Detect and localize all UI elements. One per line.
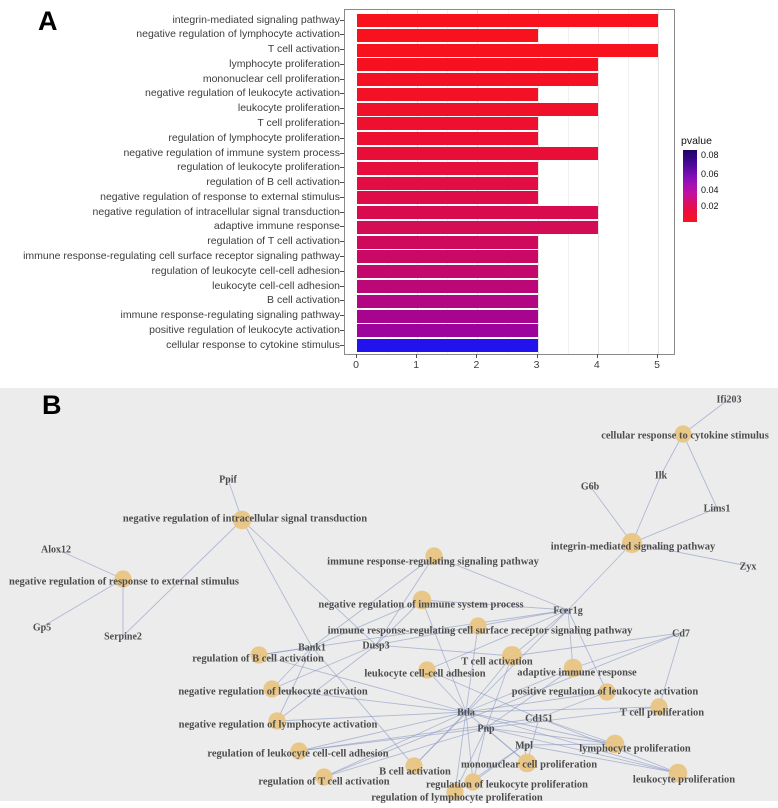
x-tick xyxy=(657,354,658,358)
x-tick-label: 1 xyxy=(413,359,420,371)
x-tick xyxy=(356,354,357,358)
y-tick xyxy=(340,49,344,50)
gene-node-label: Cd7 xyxy=(672,628,690,640)
x-tick-label: 3 xyxy=(533,359,540,371)
x-tick-label: 4 xyxy=(593,359,600,371)
gene-node-label: Fcer1g xyxy=(553,605,583,617)
pathway-node-label: regulation of B cell activation xyxy=(192,653,324,665)
gridline xyxy=(598,10,599,354)
x-tick xyxy=(416,354,417,358)
y-tick xyxy=(340,64,344,65)
pathway-node-label: negative regulation of intracellular signal transduction xyxy=(122,513,368,525)
bar-19 xyxy=(357,295,538,308)
bar-6 xyxy=(357,103,598,116)
bar-20 xyxy=(357,310,538,323)
bar-3 xyxy=(357,58,598,71)
pathway-node-label: lymphocyte proliferation xyxy=(579,743,691,755)
pathway-node-label: immune response-regulating signaling pathway xyxy=(327,556,539,568)
legend-tick-label: 0.08 xyxy=(701,149,719,160)
bar-10 xyxy=(357,162,538,175)
category-label: leukocyte proliferation xyxy=(237,102,340,115)
bar-7 xyxy=(357,117,538,130)
bar-0 xyxy=(357,14,658,27)
category-label: regulation of leukocyte proliferation xyxy=(177,161,340,174)
pathway-node-label: negative regulation of response to external stimulus xyxy=(8,576,240,588)
network-edge xyxy=(568,610,607,692)
x-tick-label: 5 xyxy=(654,359,660,371)
gene-node-label: Mpl xyxy=(515,740,533,752)
pathway-node-label: regulation of lymphocyte proliferation xyxy=(371,792,543,804)
gene-node-label: Dusp3 xyxy=(362,640,390,652)
pathway-node-label: cellular response to cytokine stimulus xyxy=(601,430,769,442)
pathway-node-label: regulation of T cell activation xyxy=(258,776,390,788)
network-edge xyxy=(568,543,632,610)
y-tick xyxy=(340,182,344,183)
bar-1 xyxy=(357,29,538,42)
network-edge xyxy=(242,520,312,647)
gene-pathway-network xyxy=(0,388,778,808)
pvalue-legend-gradient xyxy=(683,150,697,222)
pathway-node-label: integrin-mediated signaling pathway xyxy=(550,541,716,553)
category-label: immune response-regulating cell surface receptor signaling pathway xyxy=(23,249,340,262)
network-edge xyxy=(573,633,681,668)
bar-14 xyxy=(357,221,598,234)
y-tick xyxy=(340,256,344,257)
y-tick xyxy=(340,226,344,227)
pathway-node-label: adaptive immune response xyxy=(517,667,637,679)
y-tick xyxy=(340,345,344,346)
category-label: T cell proliferation xyxy=(257,116,340,129)
category-label: negative regulation of intracellular signal transduction xyxy=(92,205,340,218)
gene-node-label: Cd151 xyxy=(525,713,553,725)
bar-2 xyxy=(357,44,658,57)
y-tick xyxy=(340,167,344,168)
pathway-node-label: immune response-regulating cell surface receptor signaling pathway xyxy=(327,625,633,637)
bar-11 xyxy=(357,177,538,190)
category-label: positive regulation of leukocyte activation xyxy=(149,323,340,336)
category-label: negative regulation of lymphocyte activation xyxy=(136,28,340,41)
bar-15 xyxy=(357,236,538,249)
legend-tick-label: 0.04 xyxy=(701,185,719,196)
pathway-node-label: positive regulation of leukocyte activation xyxy=(511,686,699,698)
y-tick xyxy=(340,108,344,109)
category-label: cellular response to cytokine stimulus xyxy=(166,338,340,351)
category-label: adaptive immune response xyxy=(213,220,340,233)
bar-21 xyxy=(357,324,538,337)
gene-node-label: Bank1 xyxy=(298,642,326,654)
y-tick xyxy=(340,123,344,124)
category-label: lymphocyte proliferation xyxy=(229,57,340,70)
x-tick xyxy=(537,354,538,358)
y-tick xyxy=(340,300,344,301)
gene-node-label: Btla xyxy=(457,707,475,719)
legend-tick-label: 0.02 xyxy=(701,201,719,212)
bar-18 xyxy=(357,280,538,293)
panel-b-letter: B xyxy=(42,390,62,420)
gene-node-label: Ilk xyxy=(654,470,668,482)
gene-node-label: Ppif xyxy=(219,474,237,486)
category-label: negative regulation of immune system process xyxy=(123,146,340,159)
y-tick xyxy=(340,212,344,213)
panel-a-letter: A xyxy=(38,6,58,36)
pathway-node-label: mononuclear cell proliferation xyxy=(460,759,598,771)
pathway-node-label: leukocyte cell-cell adhesion xyxy=(364,668,486,680)
network-edge xyxy=(683,434,717,508)
y-tick xyxy=(340,271,344,272)
pathway-node-label: regulation of leukocyte cell-cell adhesion xyxy=(207,748,389,760)
category-label: regulation of B cell activation xyxy=(206,176,340,189)
x-tick-label: 2 xyxy=(473,359,480,371)
bar-12 xyxy=(357,191,538,204)
gridline xyxy=(628,10,629,354)
y-tick xyxy=(340,197,344,198)
pathway-node-label: T cell activation xyxy=(461,656,533,668)
pathway-node-label: leukocyte proliferation xyxy=(632,774,736,786)
y-tick xyxy=(340,330,344,331)
category-label: integrin-mediated signaling pathway xyxy=(172,13,340,26)
gene-node-label: G6b xyxy=(580,481,600,493)
pathway-node-label: B cell activation xyxy=(379,766,451,778)
gene-node-label: Zyx xyxy=(739,561,757,573)
y-tick xyxy=(340,286,344,287)
bar-13 xyxy=(357,206,598,219)
y-tick xyxy=(340,34,344,35)
pathway-node-label: negative regulation of lymphocyte activation xyxy=(178,719,378,731)
x-tick-label: 0 xyxy=(353,359,359,371)
network-edge xyxy=(466,712,473,782)
gene-node-label: Serpine2 xyxy=(104,631,142,643)
category-label: B cell activation xyxy=(267,294,340,307)
category-label: negative regulation of leukocyte activation xyxy=(145,87,340,100)
network-edge xyxy=(376,645,512,656)
bar-9 xyxy=(357,147,598,160)
gridline xyxy=(658,10,659,354)
category-label: regulation of lymphocyte proliferation xyxy=(168,131,340,144)
gene-node-label: Gp5 xyxy=(32,622,52,634)
y-tick xyxy=(340,138,344,139)
bar-17 xyxy=(357,265,538,278)
gene-node-label: Alox12 xyxy=(41,544,71,556)
network-edge xyxy=(590,486,632,543)
category-label: immune response-regulating signaling pathway xyxy=(120,309,340,322)
y-tick xyxy=(340,241,344,242)
gene-node-label: Ifi203 xyxy=(716,394,742,406)
pathway-node-label: regulation of leukocyte proliferation xyxy=(425,779,589,791)
y-tick xyxy=(340,20,344,21)
bar-4 xyxy=(357,73,598,86)
legend-tick-label: 0.06 xyxy=(701,168,719,179)
category-label: regulation of T cell activation xyxy=(207,235,340,248)
pathway-node-label: negative regulation of immune system process xyxy=(318,599,524,611)
y-tick xyxy=(340,93,344,94)
gene-node-label: Pnp xyxy=(477,723,495,735)
barchart-plot-area xyxy=(344,9,675,355)
category-label: T cell activation xyxy=(267,43,340,56)
y-tick xyxy=(340,315,344,316)
bar-16 xyxy=(357,250,538,263)
bar-22 xyxy=(357,339,538,352)
bar-8 xyxy=(357,132,538,145)
gene-node-label: Lims1 xyxy=(703,503,731,515)
bar-5 xyxy=(357,88,538,101)
pathway-node-label: T cell proliferation xyxy=(619,707,705,719)
category-label: mononuclear cell proliferation xyxy=(202,72,340,85)
y-tick xyxy=(340,79,344,80)
pathway-node-label: negative regulation of leukocyte activation xyxy=(178,686,368,698)
x-tick xyxy=(597,354,598,358)
category-label: negative regulation of response to external stimulus xyxy=(100,190,340,203)
pvalue-legend-title: pvalue xyxy=(681,135,712,147)
category-label: leukocyte cell-cell adhesion xyxy=(212,279,340,292)
category-label: regulation of leukocyte cell-cell adhesion xyxy=(151,264,340,277)
y-tick xyxy=(340,153,344,154)
x-tick xyxy=(476,354,477,358)
